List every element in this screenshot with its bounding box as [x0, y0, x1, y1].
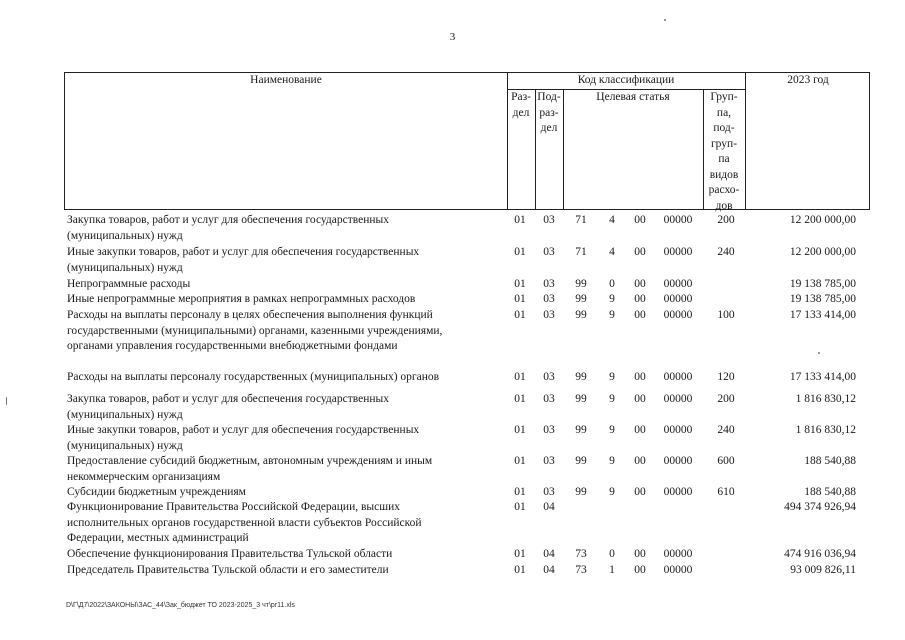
- cell-podrazdel: 04: [543, 564, 555, 576]
- cell-amount: 93 009 826,11: [790, 564, 856, 576]
- row-name-line: Расходы на выплаты персоналу государственных (муниципальных) органов: [67, 371, 440, 383]
- cell-cs1: 73: [575, 564, 587, 576]
- cell-cs4: 00000: [663, 424, 693, 436]
- cell-cs3: 00: [634, 371, 646, 383]
- cell-amount: 474 916 036,94: [784, 548, 856, 560]
- cell-razdel: 01: [514, 214, 526, 226]
- row-name-line: государственными (муниципальными) органами, казенными учреждениями,: [67, 324, 443, 337]
- cell-cs4: 00000: [663, 278, 693, 290]
- row-name: [67, 245, 497, 276]
- cell-cs1: 73: [575, 548, 587, 560]
- cell-podrazdel: 03: [543, 293, 555, 305]
- header-target-article: Целевая статья: [596, 91, 670, 103]
- cell-cs2: 4: [609, 246, 615, 258]
- row-name-line: Председатель Правительства Тульской области и его заместители: [67, 564, 389, 576]
- cell-cs3: 00: [634, 548, 646, 560]
- header-podrazdel: [535, 90, 563, 137]
- cell-podrazdel: 03: [543, 486, 555, 498]
- cell-razdel: 01: [514, 309, 526, 321]
- row-name-line: Непрограммные расходы: [67, 278, 191, 290]
- cell-razdel: 01: [514, 501, 526, 513]
- row-name-line: (муниципальных) нужд: [67, 261, 183, 274]
- row-name-line: Обеспечение функционирования Правительства Тульской области: [67, 548, 393, 560]
- header-razdel-line: дел: [512, 106, 530, 119]
- header-podrazdel-line: Под-: [537, 91, 561, 103]
- cell-cs3: 00: [634, 214, 646, 226]
- cell-cs4: 00000: [663, 309, 693, 321]
- cell-cs1: 99: [575, 393, 587, 405]
- row-name: [67, 500, 497, 547]
- cell-amount: 1 816 830,12: [795, 393, 856, 405]
- cell-razdel: 01: [514, 293, 526, 305]
- row-name-line: Функционирование Правительства Российской Федерации, высших: [67, 501, 400, 513]
- row-name-line: (муниципальных) нужд: [67, 439, 183, 452]
- row-name-line: Иные непрограммные мероприятия в рамках непрограммных расходов: [67, 293, 416, 305]
- header-group-line: дов: [715, 199, 733, 212]
- table-header: [64, 72, 870, 210]
- cell-podrazdel: 03: [543, 424, 555, 436]
- header-divider: [745, 73, 746, 209]
- cell-cs1: 71: [575, 246, 587, 258]
- cell-cs3: 00: [634, 564, 646, 576]
- row-name: [67, 454, 497, 485]
- cell-cs4: 00000: [663, 246, 693, 258]
- row-name-line: органами управления государственными внебюджетными фондами: [67, 340, 398, 352]
- header-group-line: видов: [709, 168, 739, 181]
- cell-razdel: 01: [514, 548, 526, 560]
- page-number: 3: [449, 31, 456, 43]
- header-podrazdel-line: раз-: [539, 106, 559, 119]
- row-name: [67, 308, 497, 355]
- cell-cs1: 99: [575, 486, 587, 498]
- header-group-line: Груп-: [710, 91, 738, 103]
- row-name-line: Иные закупки товаров, работ и услуг для обеспечения государственных: [67, 424, 420, 436]
- row-name-line: Предоставление субсидий бюджетным, автономным учреждениям и иным: [67, 455, 433, 467]
- cell-amount: 12 200 000,00: [789, 214, 856, 226]
- row-name-line: Федерации, местных администраций: [67, 532, 249, 544]
- header-group-line: под-: [713, 122, 735, 134]
- cell-podrazdel: 03: [543, 246, 555, 258]
- row-name-line: Расходы на выплаты персоналу в целях обеспечения выполнения функций: [67, 309, 433, 321]
- cell-cs3: 00: [634, 309, 646, 321]
- header-group-line: расхо-: [708, 184, 740, 196]
- cell-cs2: 9: [609, 393, 615, 405]
- cell-amount: 12 200 000,00: [789, 246, 856, 258]
- cell-vid: 200: [717, 214, 735, 226]
- row-name: [67, 563, 497, 579]
- cell-razdel: 01: [514, 455, 526, 467]
- cell-cs1: 71: [575, 214, 587, 226]
- scan-speck: [6, 397, 7, 405]
- cell-cs2: 4: [609, 214, 615, 226]
- cell-cs4: 00000: [663, 548, 693, 560]
- header-group-line: груп-: [710, 137, 738, 150]
- cell-podrazdel: 03: [543, 278, 555, 290]
- file-path-footer: D\Г\Д7\2022\ЗАКОНЫ\ЗАС_44\Зак_бюджет ТО 2023-2025_3 чт\pr11.xls: [66, 602, 295, 609]
- cell-cs2: 0: [609, 278, 615, 290]
- row-name-line: (муниципальных) нужд: [67, 229, 183, 242]
- cell-cs2: 9: [609, 309, 615, 321]
- cell-cs4: 00000: [663, 371, 693, 383]
- cell-podrazdel: 03: [543, 455, 555, 467]
- header-year: 2023 год: [787, 74, 829, 86]
- row-name-line: Субсидии бюджетным учреждениям: [67, 486, 246, 498]
- cell-podrazdel: 03: [543, 371, 555, 383]
- cell-razdel: 01: [514, 371, 526, 383]
- row-name: [67, 423, 497, 454]
- cell-amount: 1 816 830,12: [795, 424, 856, 436]
- cell-vid: 600: [717, 455, 735, 467]
- cell-cs1: 99: [575, 278, 587, 290]
- header-group-line: па,: [716, 106, 732, 119]
- row-name-line: (муниципальных) нужд: [67, 408, 183, 421]
- cell-cs1: 99: [575, 371, 587, 383]
- row-name: [67, 213, 497, 244]
- cell-cs1: 99: [575, 309, 587, 321]
- header-name: Наименование: [250, 74, 322, 86]
- cell-cs1: 99: [575, 455, 587, 467]
- cell-cs3: 00: [634, 278, 646, 290]
- cell-cs2: 0: [609, 548, 615, 560]
- cell-cs3: 00: [634, 393, 646, 405]
- header-divider: [563, 89, 564, 209]
- cell-razdel: 01: [514, 393, 526, 405]
- cell-podrazdel: 04: [543, 548, 555, 560]
- cell-cs3: 00: [634, 486, 646, 498]
- cell-vid: 240: [717, 424, 735, 436]
- row-name: [67, 547, 497, 563]
- row-name: [67, 277, 497, 293]
- cell-vid: 120: [717, 371, 735, 383]
- cell-cs2: 9: [609, 424, 615, 436]
- row-name-line: Закупка товаров, работ и услуг для обеспечения государственных: [67, 214, 390, 226]
- row-name-line: Закупка товаров, работ и услуг для обеспечения государственных: [67, 393, 390, 405]
- cell-amount: 17 133 414,00: [789, 309, 856, 321]
- cell-cs2: 9: [609, 486, 615, 498]
- scan-speck: [664, 19, 666, 21]
- header-group-line: па: [718, 153, 730, 165]
- row-name: [67, 370, 497, 386]
- cell-podrazdel: 03: [543, 309, 555, 321]
- cell-vid: 240: [717, 246, 735, 258]
- cell-vid: 100: [717, 309, 735, 321]
- cell-cs3: 00: [634, 293, 646, 305]
- cell-cs4: 00000: [663, 564, 693, 576]
- scan-speck: [818, 352, 820, 354]
- cell-cs2: 9: [609, 455, 615, 467]
- cell-razdel: 01: [514, 278, 526, 290]
- cell-amount: 19 138 785,00: [789, 293, 856, 305]
- header-classification-code: Код классификации: [577, 74, 675, 86]
- cell-cs4: 00000: [663, 393, 693, 405]
- cell-amount: 17 133 414,00: [789, 371, 856, 383]
- cell-razdel: 01: [514, 564, 526, 576]
- cell-cs4: 00000: [663, 214, 693, 226]
- cell-amount: 188 540,88: [804, 486, 856, 498]
- cell-vid: 200: [717, 393, 735, 405]
- cell-amount: 19 138 785,00: [789, 278, 856, 290]
- cell-cs4: 00000: [663, 486, 693, 498]
- cell-cs1: 99: [575, 293, 587, 305]
- row-name-line: некоммерческим организациям: [67, 470, 221, 483]
- cell-cs4: 00000: [663, 293, 693, 305]
- cell-cs2: 1: [609, 564, 615, 576]
- header-razdel: [507, 90, 535, 121]
- cell-cs4: 00000: [663, 455, 693, 467]
- row-name: [67, 392, 497, 423]
- cell-podrazdel: 04: [543, 501, 555, 513]
- cell-cs1: 99: [575, 424, 587, 436]
- cell-amount: 188 540,88: [804, 455, 856, 467]
- cell-cs2: 9: [609, 293, 615, 305]
- cell-razdel: 01: [514, 424, 526, 436]
- cell-cs3: 00: [634, 424, 646, 436]
- cell-vid: 610: [717, 486, 735, 498]
- cell-cs3: 00: [634, 455, 646, 467]
- cell-cs2: 9: [609, 371, 615, 383]
- cell-cs3: 00: [634, 246, 646, 258]
- header-group: [703, 90, 745, 214]
- cell-podrazdel: 03: [543, 214, 555, 226]
- row-name: [67, 292, 497, 308]
- row-name: [67, 485, 497, 501]
- cell-razdel: 01: [514, 486, 526, 498]
- header-podrazdel-line: дел: [540, 122, 558, 134]
- row-name-line: Иные закупки товаров, работ и услуг для обеспечения государственных: [67, 246, 420, 258]
- header-razdel-line: Раз-: [511, 91, 531, 103]
- cell-razdel: 01: [514, 246, 526, 258]
- cell-podrazdel: 03: [543, 393, 555, 405]
- cell-amount: 494 374 926,94: [784, 501, 856, 513]
- row-name-line: исполнительных органов государственной власти субъектов Российской: [67, 516, 422, 529]
